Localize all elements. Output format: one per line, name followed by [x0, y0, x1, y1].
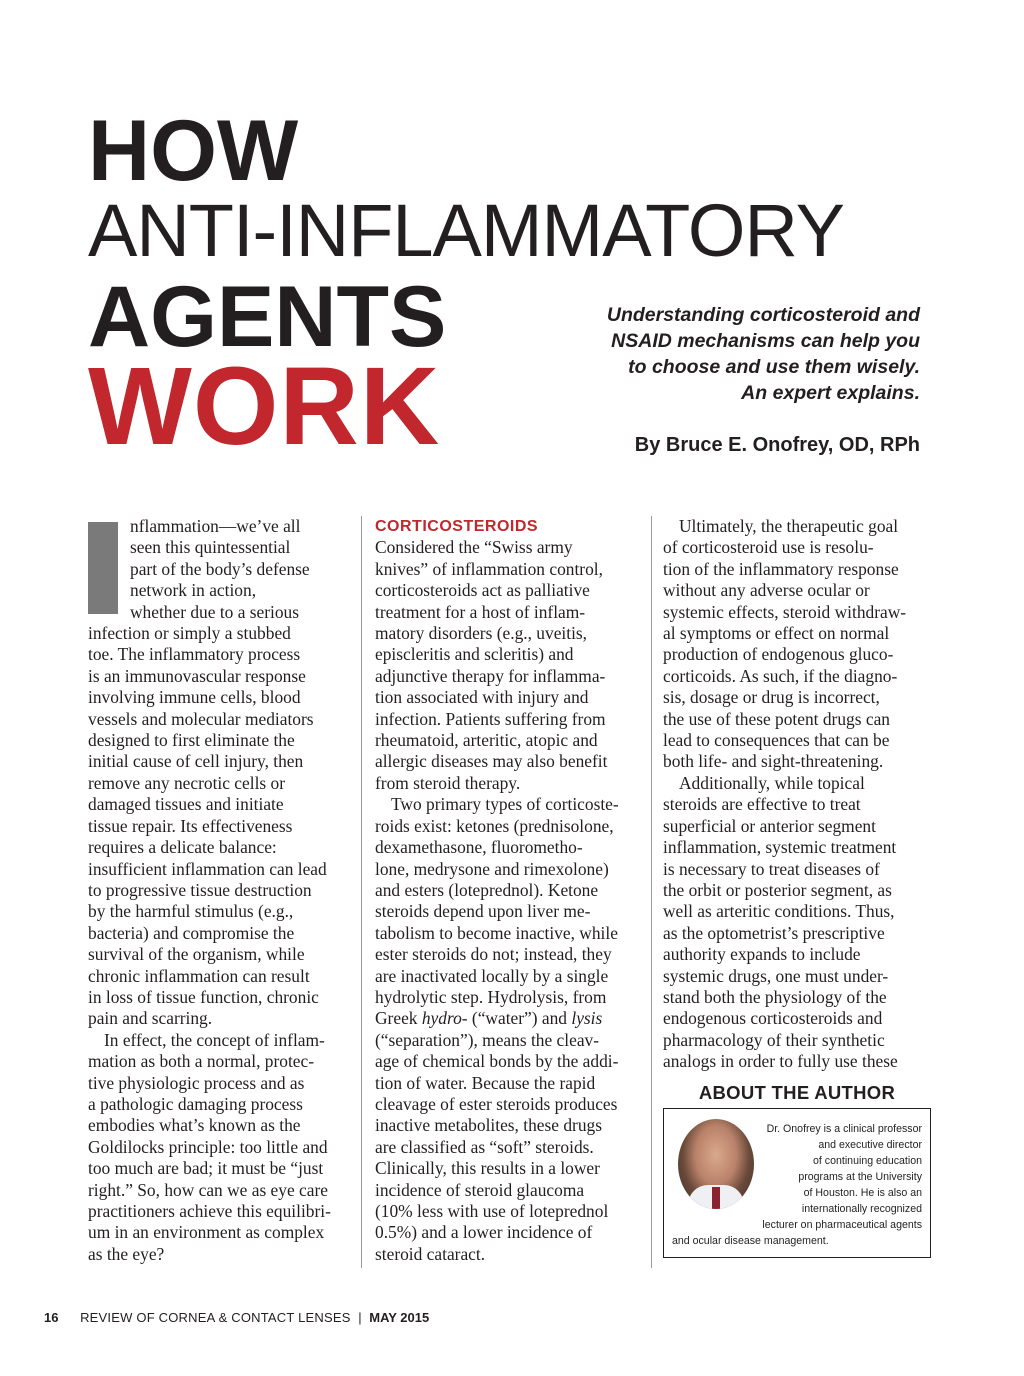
text-line: insufficient inflammation can lead: [88, 858, 327, 879]
text-line: roids exist: ketones (prednisolone,: [375, 815, 614, 836]
text-line: lone, medrysone and rimexolone): [375, 858, 609, 879]
text-line: involving immune cells, blood: [88, 687, 301, 708]
text-line: remove any necrotic cells or: [88, 772, 286, 793]
publication-name: REVIEW OF CORNEA & CONTACT LENSES: [80, 1310, 351, 1325]
text-line: matory disorders (e.g., uveitis,: [375, 623, 588, 644]
text-line: steroid cataract.: [375, 1243, 486, 1264]
text-line: Goldilocks principle: too little and: [88, 1136, 328, 1157]
column-1: [88, 516, 356, 1265]
page-footer: [44, 1310, 429, 1325]
text-line: allergic diseases may also benefit: [375, 751, 608, 772]
text-line: sis, dosage or drug is incorrect,: [663, 687, 880, 708]
section-heading-corticosteroids: CORTICOSTEROIDS: [375, 518, 539, 535]
text-line: is necessary to treat diseases of: [663, 858, 880, 879]
text-line: as the eye?: [88, 1243, 165, 1264]
paragraph: [375, 794, 647, 1265]
text-line: seen this quintessential: [130, 537, 291, 558]
text-line: chronic inflammation can result: [88, 965, 310, 986]
text-line: cleavage of ester steroids produces: [375, 1093, 618, 1114]
text-line: are inactivated locally by a single: [375, 965, 609, 986]
text-line: pain and scarring.: [88, 1008, 213, 1029]
text-line: stand both the physiology of the: [663, 986, 887, 1007]
deck-line: to choose and use them wisely.: [628, 356, 920, 378]
text-line: too much are bad; it must be “just: [88, 1158, 324, 1179]
about-author-heading: ABOUT THE AUTHOR: [698, 1082, 896, 1103]
page-number: 16: [44, 1310, 59, 1325]
text-line: endogenous corticosteroids and: [663, 1008, 883, 1029]
text-line: without any adverse ocular or: [663, 580, 870, 601]
text-line: of continuing education: [813, 1155, 922, 1167]
text-line: initial cause of cell injury, then: [88, 751, 304, 772]
text-line: part of the body’s defense: [130, 558, 310, 579]
text-line: age of chemical bonds by the addi-: [375, 1051, 619, 1072]
text-line: of Houston. He is also an: [803, 1187, 922, 1199]
text-line: (10% less with use of loteprednol: [375, 1201, 609, 1221]
text-line: pharmacology of their synthetic: [663, 1029, 885, 1050]
text-line: the orbit or posterior segment, as: [663, 879, 892, 900]
text-line: dexamethasone, fluorometho-: [375, 837, 583, 858]
paragraph: [375, 537, 647, 794]
byline: By Bruce E. Onofrey, OD, RPh: [634, 434, 920, 456]
text-line: and esters (loteprednol). Ketone: [375, 879, 599, 900]
text-line: hydrolytic step. Hydrolysis, from: [375, 986, 607, 1007]
text-line: tion of the inflammatory response: [663, 558, 899, 579]
text-line: Two primary types of corticoste-: [391, 794, 619, 815]
column-2: [375, 516, 647, 1265]
text-line: as the optometrist’s prescriptive: [663, 922, 885, 943]
text-line: superficial or anterior segment: [663, 815, 876, 836]
column-rule: [361, 516, 362, 1268]
text-line: systemic effects, steroid withdraw-: [663, 601, 907, 622]
title-line-agents: AGENTS: [88, 269, 447, 365]
paragraph: [663, 516, 935, 773]
paragraph: [88, 1030, 356, 1265]
text-line: knives” of inflammation control,: [375, 558, 603, 579]
text-line: In effect, the concept of inflam-: [104, 1029, 325, 1050]
text-line: damaged tissues and initiate: [88, 794, 284, 815]
drop-cap: [88, 522, 118, 614]
title-line-anti-inflammatory: ANTI-INFLAMMATORY: [88, 189, 844, 272]
text-line: corticoids. As such, if the diagno-: [663, 665, 898, 686]
text-line: treatment for a host of inflam-: [375, 601, 586, 622]
text-line: the use of these potent drugs can: [663, 708, 890, 729]
about-author-text: [672, 1121, 922, 1249]
text-line: um in an environment as complex: [88, 1222, 325, 1243]
text-line: vessels and molecular mediators: [88, 708, 314, 729]
text-line: to progressive tissue destruction: [88, 879, 312, 900]
text-line: tion associated with injury and: [375, 687, 589, 708]
text-line: is an immunovascular response: [88, 665, 306, 686]
text-line: practitioners achieve this equilibri-: [88, 1201, 331, 1221]
text-line: survival of the organism, while: [88, 944, 305, 965]
text-line: al symptoms or effect on normal: [663, 623, 890, 644]
text-line: production of endogenous gluco-: [663, 644, 894, 665]
text-line: Clinically, this results in a lower: [375, 1158, 600, 1179]
text-line: lead to consequences that can be: [663, 730, 890, 751]
text-line: well as arteritic conditions. Thus,: [663, 901, 895, 922]
column-rule: [651, 516, 652, 1268]
text-line: systemic drugs, one must under-: [663, 965, 889, 986]
text-line: right.” So, how can we as eye care: [88, 1179, 328, 1200]
text-line: rheumatoid, arteritic, atopic and: [375, 730, 598, 751]
text-line: toe. The inflammatory process: [88, 644, 301, 665]
title-line-how: HOW: [88, 103, 299, 199]
about-author-box: [663, 1108, 931, 1258]
text-line: both life- and sight-threatening.: [663, 751, 884, 772]
text-line: (“separation”), means the cleav-: [375, 1029, 600, 1050]
text-line: are classified as “soft” steroids.: [375, 1136, 594, 1157]
text-line: tissue repair. Its effectiveness: [88, 815, 293, 836]
text-line: in loss of tissue function, chronic: [88, 986, 319, 1007]
text-line: and ocular disease management.: [672, 1235, 829, 1247]
text-line: Dr. Onofrey is a clinical professor: [766, 1123, 922, 1135]
text-line: ester steroids do not; instead, they: [375, 944, 612, 965]
issue-date: MAY 2015: [369, 1310, 430, 1325]
text-line: a pathologic damaging process: [88, 1093, 303, 1114]
article-deck: [520, 302, 920, 406]
text-line: tion of water. Because the rapid: [375, 1072, 596, 1093]
text-line: 0.5%) and a lower incidence of: [375, 1222, 593, 1243]
paragraph: [663, 773, 935, 1073]
text-line: incidence of steroid glaucoma: [375, 1179, 585, 1200]
text-line: infection or simply a stubbed: [88, 623, 291, 644]
text-line: adjunctive therapy for inflamma-: [375, 665, 606, 686]
text-line: of corticosteroid use is resolu-: [663, 537, 874, 558]
text-line: mation as both a normal, protec-: [88, 1051, 315, 1072]
text-line: corticosteroids act as palliative: [375, 580, 590, 601]
text-line: requires a delicate balance:: [88, 837, 277, 858]
column-3: [663, 516, 935, 1073]
text-line: embodies what’s known as the: [88, 1115, 301, 1136]
text-line: programs at the University: [798, 1171, 922, 1183]
text-line: lecturer on pharmaceutical agents: [762, 1219, 922, 1231]
text-line: designed to first eliminate the: [88, 730, 295, 751]
text-line: tabolism to become inactive, while: [375, 922, 618, 943]
text-line: network in action,: [130, 580, 257, 601]
text-line: nflammation—we’ve all: [130, 516, 301, 536]
text-line: bacteria) and compromise the: [88, 922, 295, 943]
paragraph-intro: [88, 516, 356, 1030]
text-line: authority expands to include: [663, 944, 861, 965]
text-line: whether due to a serious: [130, 601, 300, 622]
text-line: from steroid therapy.: [375, 772, 521, 793]
footer-separator: |: [358, 1310, 362, 1325]
text-line: Considered the “Swiss army: [375, 537, 573, 558]
title-line-work: WORK: [88, 345, 441, 468]
text-line: internationally recognized: [801, 1203, 922, 1215]
text-line: inflammation, systemic treatment: [663, 837, 897, 858]
deck-line: Understanding corticosteroid and: [606, 304, 920, 326]
text-line: steroids are effective to treat: [663, 794, 861, 815]
text-line: infection. Patients suffering from: [375, 708, 606, 729]
text-line: and executive director: [818, 1139, 922, 1151]
text-line: by the harmful stimulus (e.g.,: [88, 901, 294, 922]
text-line: Greek hydro- (“water”) and lysis: [375, 1008, 603, 1029]
deck-line: NSAID mechanisms can help you: [611, 330, 920, 352]
text-line: inactive metabolites, these drugs: [375, 1115, 602, 1136]
text-line: steroids depend upon liver me-: [375, 901, 591, 922]
text-line: tive physiologic process and as: [88, 1072, 305, 1093]
text-line: episcleritis and scleritis) and: [375, 644, 574, 665]
text-line: analogs in order to fully use these: [663, 1051, 898, 1072]
deck-line: An expert explains.: [741, 382, 920, 404]
text-line: Ultimately, the therapeutic goal: [679, 516, 899, 536]
text-line: Additionally, while topical: [679, 772, 865, 793]
